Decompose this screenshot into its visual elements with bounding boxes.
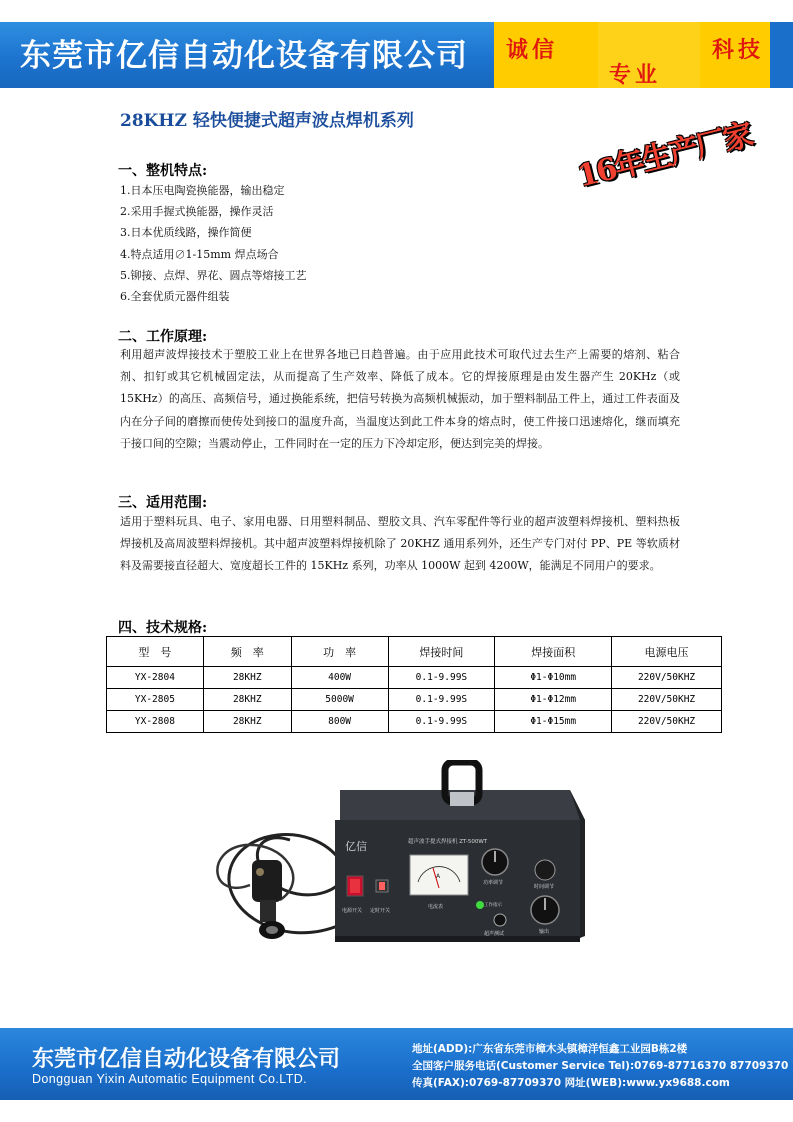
ultrasonic-test-button <box>494 914 506 926</box>
table-row <box>107 711 722 733</box>
cell-model: YX-2805 <box>107 689 204 711</box>
label-timer-switch: 定时开关 <box>370 908 391 914</box>
cell-weld-area: Φ1-Φ12mm <box>495 689 612 711</box>
cell-power: 800W <box>291 711 388 733</box>
col-frequency: 频 率 <box>203 637 291 667</box>
page-header <box>0 0 793 88</box>
table-row <box>107 667 722 689</box>
model-text: 超声波手提式焊接机 ZT-500WT <box>408 839 488 845</box>
cell-weld-time: 0.1-9.99S <box>388 711 495 733</box>
label-power-adjust: 功率调节 <box>483 880 504 886</box>
header-edge <box>770 22 793 88</box>
feature-item: 3.日本优质线路，操作简便 <box>120 226 252 240</box>
label-time-adjust: 时间调节 <box>534 884 555 890</box>
cell-power: 400W <box>291 667 388 689</box>
cell-weld-area: Φ1-Φ10mm <box>495 667 612 689</box>
feature-item: 6.全套优质元器件组装 <box>120 290 230 304</box>
cell-voltage: 220V/50KHZ <box>612 711 722 733</box>
label-ultrasonic-test: 超声测试 <box>484 931 505 937</box>
handheld-transducer <box>252 860 285 939</box>
company-title: 东莞市亿信自动化设备有限公司 <box>20 38 468 74</box>
footer-company-english: Dongguan Yixin Automatic Equipment Co.LTD. <box>32 1072 308 1086</box>
footer-contact <box>412 1041 789 1092</box>
principle-heading: 二、工作原理: <box>118 329 208 345</box>
cell-voltage: 220V/50KHZ <box>612 667 722 689</box>
scope-text: 适用于塑料玩具、电子、家用电器、日用塑料制品、塑胶文具、汽车零配件等行业的超声波塑料焊接机、塑料热板焊接机及高周波塑料焊接机。其中超声波塑料焊接机除了 20KHZ 通用系列外，还生产专门对付 PP、PE 等软质材料及需要接直径超大、宽度超长工件的 15KHz 系列，功率从 1000W 起到 4200W，能满足不同用户的要求。 <box>120 515 680 573</box>
cell-model: YX-2804 <box>107 667 204 689</box>
footer-address: 地址(ADD):广东省东莞市樟木头镇樟洋恒鑫工业园B栋2楼 <box>412 1043 688 1055</box>
cell-weld-time: 0.1-9.99S <box>388 667 495 689</box>
work-indicator-led <box>476 901 484 909</box>
label-power-switch: 电源开关 <box>342 908 363 914</box>
footer-company-name: 东莞市亿信自动化设备有限公司 <box>32 1047 341 1072</box>
col-weld-time: 焊接时间 <box>388 637 495 667</box>
slogan-integrity: 诚信 <box>506 37 559 63</box>
principle-text: 利用超声波焊接技术于塑胶工业上在世界各地已日趋普遍。由于应用此技术可取代过去生产上需要的熔剂、粘合剂、扣钉或其它机械固定法，从而提高了生产效率、降低了成本。它的焊接原理是由发生器产生 20KHz（或 15KHz）的高压、高频信号，通过换能系统，把信号转换为高频机械振动，加于塑料制品工件上，通过工件表面及内在分子间的磨擦而使传处到接口的温度升高，当温度达到此工件本身的熔点时，使工件接口迅速熔化，继而填充于接口间的空隙；当震动停止，工件同时在一定的压力下冷却定形，便达到完美的焊接。 <box>120 348 680 450</box>
specs-heading: 四、技术规格: <box>118 620 208 636</box>
footer-service-phone: 全国客户服务电话(Customer Service Tel):0769-87716370 87709370 <box>412 1060 789 1072</box>
cell-frequency: 28KHZ <box>203 667 291 689</box>
cell-frequency: 28KHZ <box>203 711 291 733</box>
stamp-text: 16年生产厂家 <box>574 117 756 195</box>
ammeter-unit: A <box>436 873 441 880</box>
scope-heading: 三、适用范围: <box>118 495 208 511</box>
table-header-row <box>107 637 722 667</box>
welder-product-image <box>190 760 590 960</box>
cell-model: YX-2808 <box>107 711 204 733</box>
cell-weld-time: 0.1-9.99S <box>388 689 495 711</box>
label-output: 输出 <box>539 929 550 935</box>
col-weld-area: 焊接面积 <box>495 637 612 667</box>
document-title: 28KHZ 轻快便捷式超声波点焊机系列 <box>120 111 414 131</box>
footer-fax-web: 传真(FAX):0769-87709370 网址(WEB):www.yx9688.com <box>412 1077 730 1089</box>
feature-item: 2.采用手握式换能器，操作灵活 <box>120 205 274 219</box>
features-heading: 一、整机特点: <box>118 163 208 179</box>
cell-voltage: 220V/50KHZ <box>612 689 722 711</box>
label-current-meter: 电流表 <box>428 904 444 910</box>
features-list <box>120 180 680 307</box>
slogan-professional: 专业 <box>609 62 662 88</box>
feature-item: 1.日本压电陶瓷换能器，输出稳定 <box>120 184 285 197</box>
feature-item: 4.特点适用∅1-15mm 焊点场合 <box>120 247 279 261</box>
col-voltage: 电源电压 <box>612 637 722 667</box>
spec-table <box>106 636 722 733</box>
cell-weld-area: Φ1-Φ15mm <box>495 711 612 733</box>
timer-dial <box>535 860 555 880</box>
cell-frequency: 28KHZ <box>203 689 291 711</box>
col-model: 型 号 <box>107 637 204 667</box>
power-cable <box>229 835 344 933</box>
feature-item: 5.铆接、点焊、界花、圆点等熔接工艺 <box>120 268 307 282</box>
table-row <box>107 689 722 711</box>
cell-power: 5000W <box>291 689 388 711</box>
slogan-technology: 科技 <box>712 37 765 63</box>
label-work-indicator: 工作指示 <box>484 903 502 908</box>
brand-text: 亿信 <box>345 840 367 853</box>
col-power: 功 率 <box>291 637 388 667</box>
